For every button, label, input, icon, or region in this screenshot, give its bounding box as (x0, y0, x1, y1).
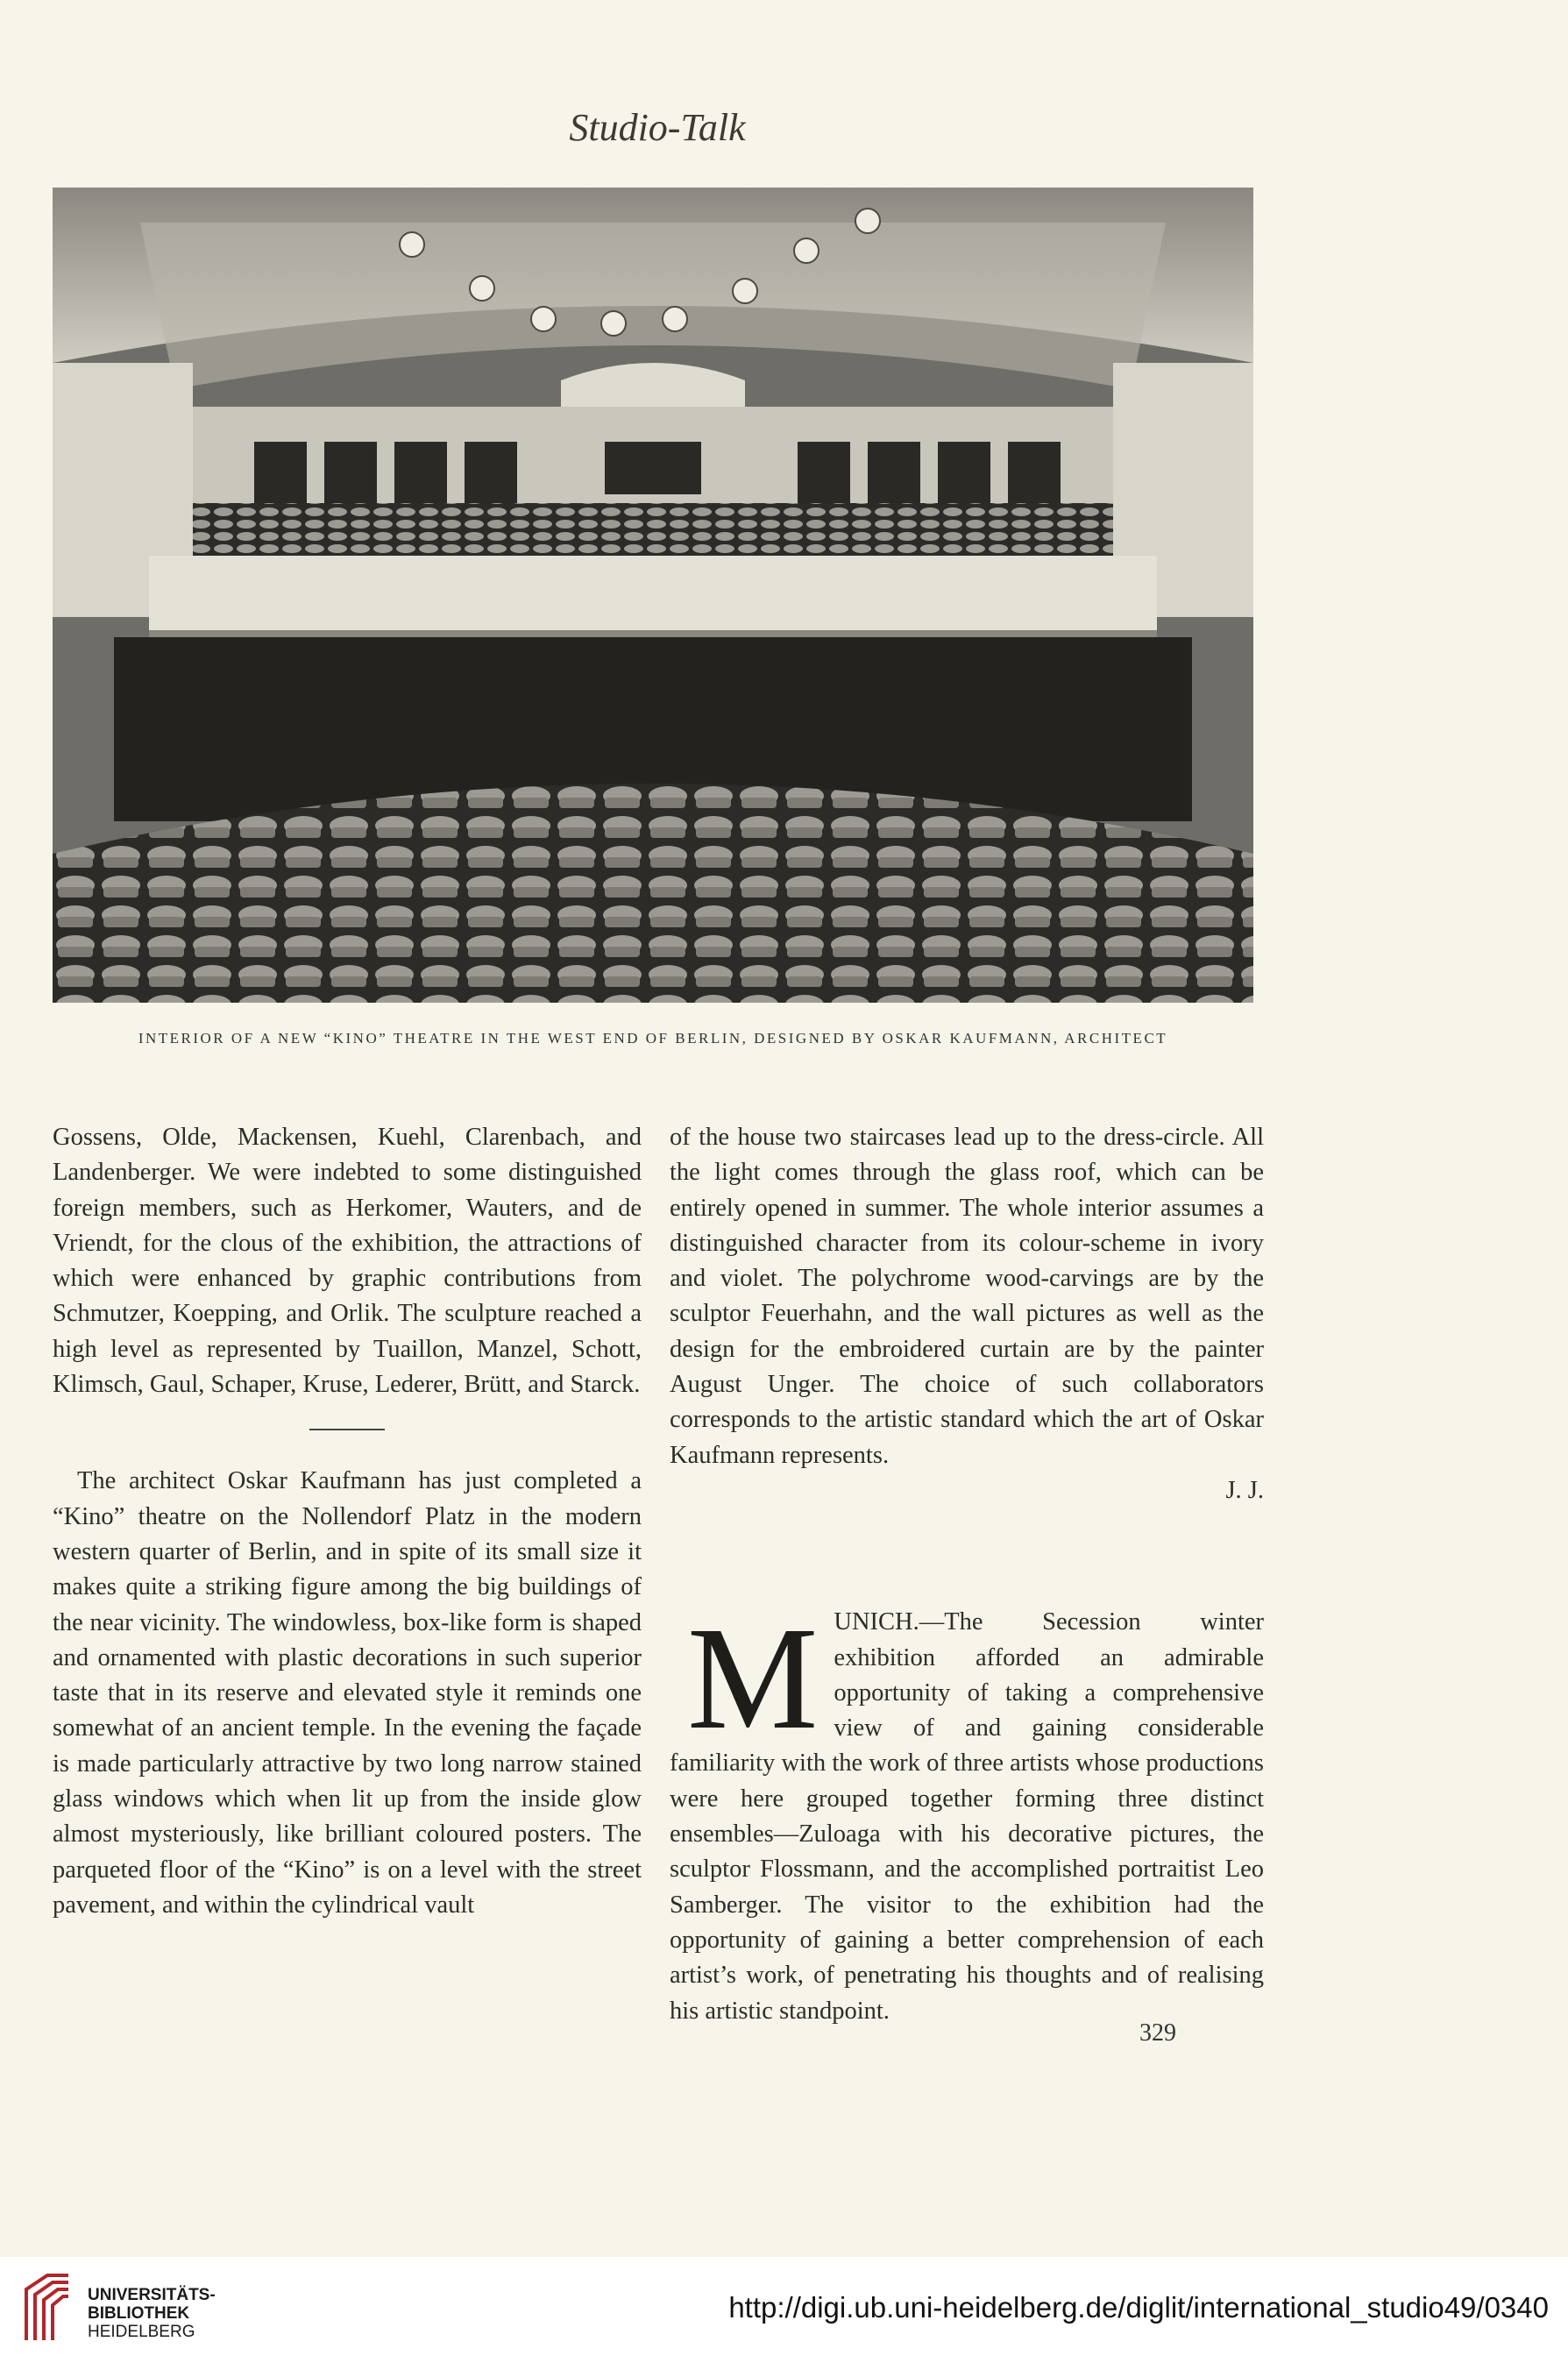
drop-cap: M (687, 1597, 819, 1761)
library-name-line: HEIDELBERG (88, 2323, 195, 2341)
page-number: 329 (1139, 2019, 1176, 2047)
right-column (670, 1120, 1264, 2029)
paragraph: UNICH.—The Secession winter exhibition afforded an admirable opportunity of taking a comprehensive view of and gaining considerable familiarity with the work of three artists whose productions were here grouped together forming three distinct ensembles—Zuloaga with his decorative pictures, the sculptor Flossmann, and the accomplished portraitist Leo Samberger. The visitor to the exhibition had the opportunity of gaining a better comprehension of each artist’s work, of penetrating his thoughts and of realising his artistic standpoint. (670, 1608, 1264, 2025)
library-name-line: UNIVERSITÄTS- (88, 2286, 216, 2304)
munich-section (670, 1597, 1264, 2029)
paragraph: of the house two staircases lead up to the dress-circle. All the light comes through the glass roof, which can be entirely opened in summer. The whole interior assumes a distinguished character from its colour-scheme in ivory and violet. The polychrome wood-carvings are by the sculptor Feuerhahn, and the wall pictures as well as the design for the embroidered curtain are by the painter August Unger. The choice of such collaborators corresponds to the artistic standard which the art of Oskar Kaufmann represents. (670, 1124, 1264, 1469)
running-head: Studio-Talk (569, 106, 746, 149)
paragraph: The architect Oskar Kaufmann has just completed a “Kino” theatre on the Nollendorf Platz in the modern western quarter of Berlin, and in spite of its small size it makes quite a striking figure among the big buildings of the near vicinity. The windowless, box-like form is shaped and ornamented with plastic decorations in such superior taste that in its reserve and elevated style it reminds one somewhat of an ancient temple. In the evening the façade is made particularly attractive by two long narrow stained glass windows which when lit up from the inside glow almost mysteriously, like brilliant coloured posters. The parqueted floor of the “Kino” is on a level with the street pavement, and within the cylindrical vault (53, 1467, 642, 1919)
author-initials: J. J. (1225, 1476, 1264, 1504)
library-name (88, 2286, 216, 2341)
library-name-line: BIBLIOTHEK (88, 2304, 190, 2323)
theatre-interior-photo (53, 188, 1253, 1003)
permalink-url[interactable]: http://digi.ub.uni-heidelberg.de/diglit/international_studio49/0340 (728, 2291, 1549, 2324)
left-column (53, 1120, 642, 1923)
figure-caption: INTERIOR OF A NEW “KINO” THEATRE IN THE WEST END OF BERLIN, DESIGNED BY OSKAR KAUFMANN, ARCHITECT (138, 1030, 1168, 1047)
paragraph: Gossens, Olde, Mackensen, Kuehl, Clarenbach, and Landenberger. We were indebted to some distinguished foreign members, such as Herkomer, Wauters, and de Vriendt, for the clous of the exhibition, the attractions of which were enhanced by graphic contributions from Schmutzer, Koepping, and Orlik. The sculpture reached a high level as represented by Tuaillon, Manzel, Schott, Klimsch, Gaul, Schaper, Kruse, Lederer, Brütt, and Starck. (53, 1124, 642, 1399)
section-divider (309, 1429, 385, 1430)
library-logo-icon (18, 2272, 72, 2348)
